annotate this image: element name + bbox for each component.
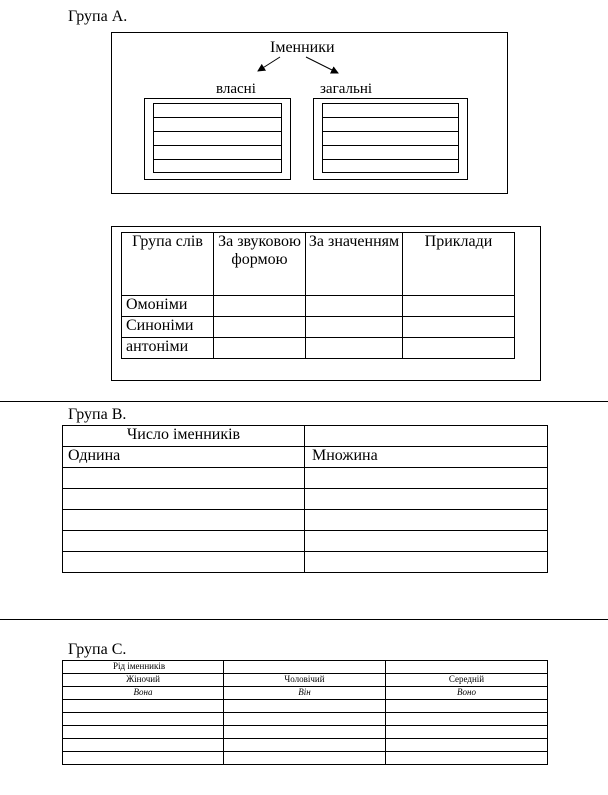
- common-nouns-label: загальні: [320, 81, 373, 97]
- table-cell: [63, 726, 224, 739]
- gender-table: [62, 660, 548, 765]
- row-label-synonyms: Синоніми: [122, 317, 214, 338]
- table-cell: [63, 739, 224, 752]
- number-table: [62, 425, 548, 573]
- table-cell: [63, 700, 224, 713]
- table-cell: [386, 700, 548, 713]
- table-cell: [386, 739, 548, 752]
- header-examples: Приклади: [403, 233, 515, 296]
- table-cell: [63, 713, 224, 726]
- table-cell: [63, 752, 224, 765]
- number-table-title: Число іменників: [63, 426, 305, 447]
- pronoun-she: Вона: [63, 687, 224, 700]
- singular-header: Однина: [63, 447, 305, 468]
- pronoun-he: Він: [224, 687, 386, 700]
- row-label-homonyms: Омоніми: [122, 296, 214, 317]
- arrow-right: [306, 57, 338, 73]
- table-cell: [305, 552, 548, 573]
- table-cell: [214, 296, 306, 317]
- table-cell: [63, 510, 305, 531]
- proper-nouns-box: [144, 98, 291, 180]
- table-cell: [214, 317, 306, 338]
- table-cell: [305, 510, 548, 531]
- table-cell: [63, 468, 305, 489]
- table-cell: [63, 531, 305, 552]
- header-sound-form: За звуковою формою: [214, 233, 306, 296]
- group-b-heading: Група В.: [68, 406, 127, 423]
- feminine-header: Жіночий: [63, 674, 224, 687]
- table-cell: [224, 739, 386, 752]
- table-cell: [306, 296, 403, 317]
- arrow-left: [258, 57, 280, 71]
- table-cell: [224, 700, 386, 713]
- pronoun-it: Воно: [386, 687, 548, 700]
- table-cell: [403, 317, 515, 338]
- header-meaning: За значенням: [306, 233, 403, 296]
- table-cell: [305, 468, 548, 489]
- word-groups-frame: [111, 226, 541, 381]
- table-cell: [306, 338, 403, 359]
- proper-nouns-lines: [153, 103, 282, 173]
- common-nouns-lines: [322, 103, 459, 173]
- table-cell: [306, 317, 403, 338]
- nouns-diagram-frame: [111, 32, 508, 194]
- table-cell: [386, 661, 548, 674]
- section-divider: [0, 619, 608, 620]
- table-cell: [386, 752, 548, 765]
- group-c-heading: Група С.: [68, 641, 127, 658]
- group-a-heading: Група А.: [68, 8, 128, 25]
- row-label-antonyms: антоніми: [122, 338, 214, 359]
- table-cell: [305, 531, 548, 552]
- table-cell: [403, 296, 515, 317]
- gender-table-title: Рід іменників: [63, 661, 224, 674]
- header-word-group: Група слів: [122, 233, 214, 296]
- section-divider: [0, 401, 608, 402]
- table-cell: [386, 713, 548, 726]
- plural-header: Множина: [305, 447, 548, 468]
- diagram-root-label: Іменники: [270, 39, 335, 56]
- table-cell: [224, 661, 386, 674]
- neuter-header: Середній: [386, 674, 548, 687]
- proper-nouns-label: власні: [216, 81, 256, 97]
- table-cell: [63, 552, 305, 573]
- table-cell: [224, 752, 386, 765]
- word-groups-table: [121, 232, 515, 359]
- table-cell: [305, 489, 548, 510]
- table-cell: [403, 338, 515, 359]
- table-cell: [305, 426, 548, 447]
- table-cell: [224, 726, 386, 739]
- common-nouns-box: [313, 98, 468, 180]
- table-cell: [224, 713, 386, 726]
- masculine-header: Чоловічий: [224, 674, 386, 687]
- table-cell: [214, 338, 306, 359]
- table-cell: [386, 726, 548, 739]
- table-cell: [63, 489, 305, 510]
